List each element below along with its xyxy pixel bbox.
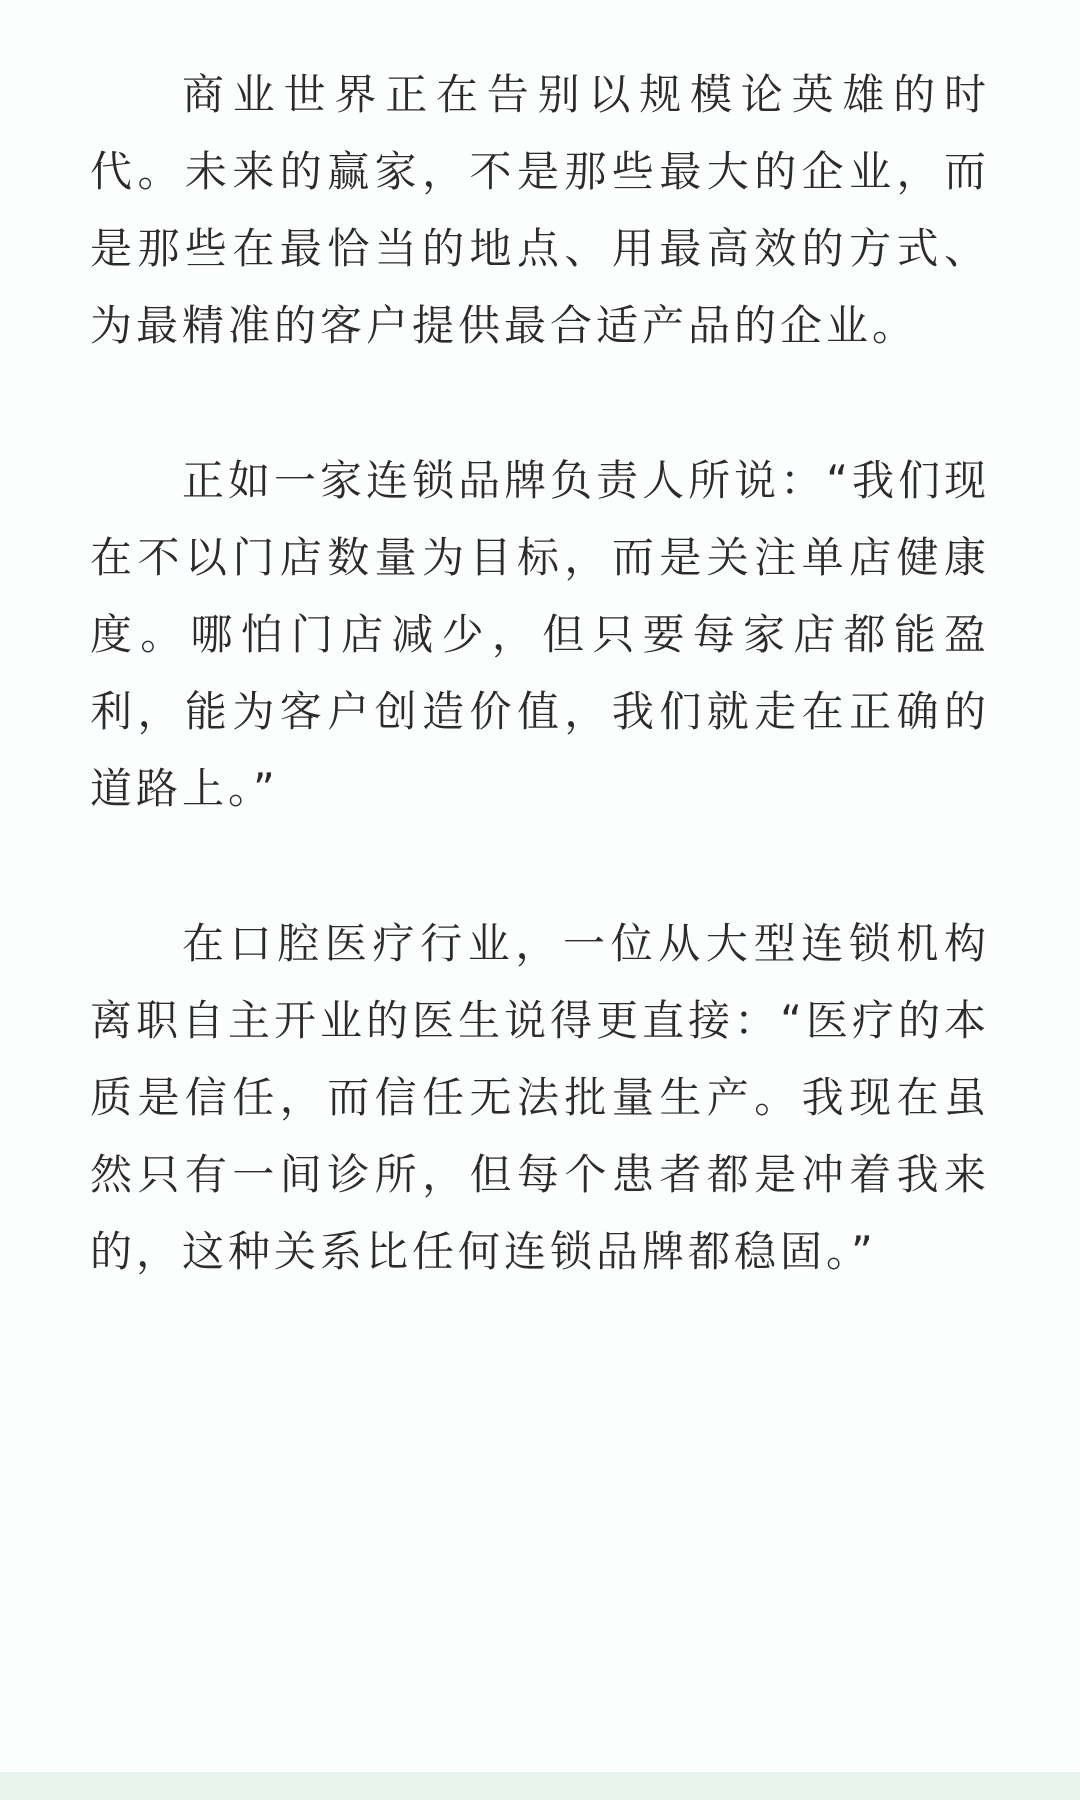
paragraph-3: 在口腔医疗行业，一位从大型连锁机构离职自主开业的医生说得更直接：“医疗的本质是信任，而信任无法批量生产。我现在虽然只有一间诊所，但每个患者都是冲着我来的，这种关系比任何连锁品牌都稳固。” — [90, 919, 990, 1276]
paragraph-1: 商业世界正在告别以规模论英雄的时代。未来的赢家，不是那些最大的企业，而是那些在最恰当的地点、用最高效的方式、为最精准的客户提供最合适产品的企业。 — [90, 70, 990, 350]
paragraph-2: 正如一家连锁品牌负责人所说：“我们现在不以门店数量为目标，而是关注单店健康度。哪怕门店减少，但只要每家店都能盈利，能为客户创造价值，我们就走在正确的道路上。” — [90, 456, 990, 813]
bottom-decorative-strip — [0, 1772, 1080, 1800]
article-body — [90, 56, 990, 1368]
